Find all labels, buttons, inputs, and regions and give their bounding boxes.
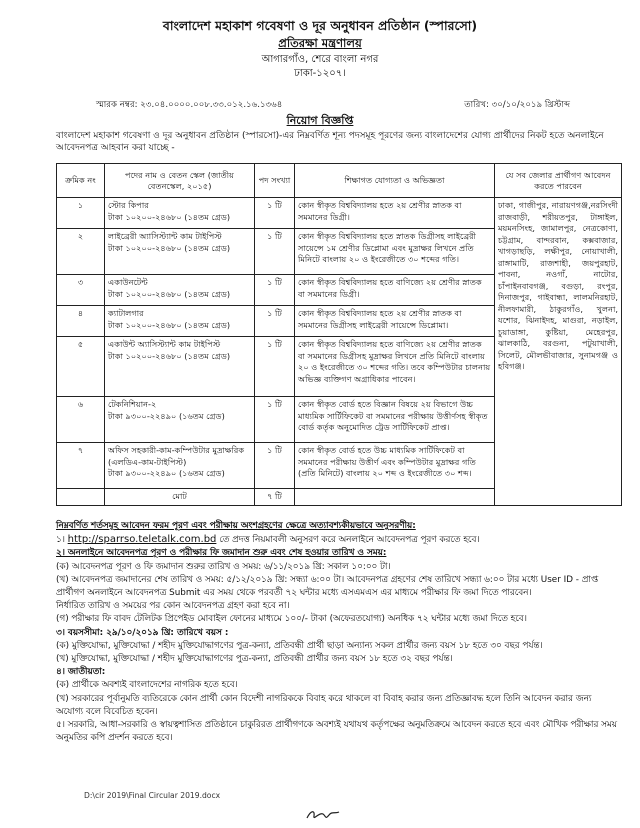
condition-2a: (ক) আবেদনপত্র পূরণ ও ফি জমাদান শুরুর তারিখ ও সময়: ৬/১১/২০১৯ খ্রি: সকাল ১০:০০ টা। — [56, 561, 391, 572]
row-qualification: কোন স্বীকৃত বোর্ড হতে বিজ্ঞান বিষয়ে ২য় বিভাগে উচ্চ মাধ্যমিক সার্টিফিকেট বা সমমানের পরীক্ষায় উত্তীর্ণসহ স্বীকৃত বোর্ড কর্তৃক অনুমোদিত ট্রেড সার্টিফিকেট প্রাপ্ত। — [295, 397, 495, 443]
row-count: ১ টি — [255, 229, 295, 275]
row-post — [105, 229, 255, 275]
memo-number: স্মারক নম্বর: ২৩.০৪.০০০০.০০৮.৩৩.০১২.১৬.১৩৬৪ — [96, 100, 283, 110]
org-name: বাংলাদেশ মহাকাশ গবেষণা ও দূর অনুধাবন প্রতিষ্ঠান (স্পারসো) — [162, 18, 478, 33]
condition-3-heading: ৩। বয়সসীমা: ২৯/১০/২০১৯ খ্রি: তারিখে বয়স : — [56, 627, 229, 638]
post-name: ক্যাটালগার — [108, 308, 144, 318]
row-serial: ৭ — [57, 443, 105, 489]
post-pay: টাকা ১০২০০-২৪৬৮০ (১৪তম গ্রেড) — [108, 211, 231, 222]
post-pay: টাকা ১০২০০-২৪৬৮০ (১৪তম গ্রেড) — [108, 319, 231, 330]
post-pay: টাকা ১০২০০-২৪৬৮০ (১৪তম গ্রেড) — [108, 288, 231, 299]
table-header-row — [57, 164, 622, 198]
post-name: টেকনিশিয়ান-২ — [108, 399, 157, 409]
row-post — [105, 275, 255, 306]
total-spacer — [57, 489, 105, 506]
post-pay: টাকা ৯৩০০-২২৪৯০ (১৬তম গ্রেড) — [108, 410, 225, 421]
header-qualification: শিক্ষাগত যোগ্যতা ও অভিজ্ঞতা — [295, 164, 495, 198]
post-name: লাইব্রেরী অ্যাসিস্ট্যান্ট কাম টাইপিস্ট — [108, 231, 222, 241]
row-count: ১ টি — [255, 306, 295, 337]
header-serial: ক্রমিক নং — [57, 164, 105, 198]
file-path-footer: D:\cir 2019\Final Circular 2019.docx — [84, 791, 221, 800]
header-districts: যে সব জেলার প্রার্থীগণ আবেদন করতে পারবেন — [495, 164, 622, 198]
row-post — [105, 443, 255, 489]
condition-1-text: তে প্রদত্ত নিয়মাবলী অনুসরণ করে অনলাইনে আবেদনপত্র পূরণ করতে হবে। — [219, 535, 480, 546]
condition-4b: (খ) সরকারের পূর্বানুমতি ব্যতিরেকে কোন প্রার্থী কোন বিদেশী নাগরিককে বিবাহ করে থাকলে বা বিবাহ করার জন্য প্রতিজ্ঞাবদ্ধ হলে তিনি আবেদন করার জন্য অযোগ্য বলে বিবেচিত হবেন। — [56, 693, 592, 717]
condition-2d: (গ) পরীক্ষার ফি বাবদ টেলিটক প্রিপেইড মোবাইল ফোনের মাধ্যমে ১০০/- টাকা (অফেরতযোগ্য) অনধিক ৭২ ঘন্টার মধ্যে জমা দিতে হবে। — [56, 614, 527, 625]
row-qualification: কোন স্বীকৃত বোর্ড হতে উচ্চ মাধ্যমিক সার্টিফিকেট বা সমমানের পরীক্ষায় উত্তীর্ণ এবং কম্পিউটার মুদ্রাক্ষর গতি (প্রতি মিনিটে) বাংলায় ২০ শব্দ ও ইংরেজীতে ৩০ শব্দ। — [295, 443, 495, 489]
condition-2c: নির্ধারিত তারিখ ও সময়ের পর কোন আবেদনপত্র গ্রহণ করা হবে না। — [56, 601, 290, 612]
notice-date: তারিখ: ৩০/১০/২০১৯ খ্রিস্টাব্দ — [464, 100, 570, 110]
total-label: মোট — [105, 489, 255, 506]
row-count: ১ টি — [255, 337, 295, 397]
row-count: ১ টি — [255, 443, 295, 489]
condition-1-number: ১। — [56, 535, 65, 546]
post-pay: টাকা ১০২০০-২৪৬৮০ (১৪তম গ্রেড) — [108, 242, 231, 253]
condition-2-heading: ২। অনলাইনে আবেদনপত্র পূরণ ও পরীক্ষার ফি জমাদান শুরু এবং শেষ হওয়ার তারিখ ও সময়: — [56, 548, 387, 559]
row-serial: ১ — [57, 198, 105, 229]
row-post — [105, 198, 255, 229]
ministry-name: প্রতিরক্ষা মন্ত্রণালয় — [278, 36, 362, 50]
row-qualification: কোন স্বীকৃত বিশ্ববিদ্যালয় হতে ২য় শ্রেণীর স্নাতক বা সমমানের ডিগ্রী। — [295, 198, 495, 229]
condition-4a: (ক) প্রার্থীকে অবশ্যই বাংলাদেশের নাগরিক হতে হবে। — [56, 680, 238, 691]
intro-paragraph: বাংলাদেশ মহাকাশ গবেষণা ও দূর অনুধাবন প্রতিষ্ঠান (স্পারসো)-এর নিম্নবর্ণিত শূন্য পদসমূহ পূরণের জন্য বাংলাদেশের যোগ্য প্রার্থীদের নিকট হতে অনলাইনে আবেদনপত্র আহবান করা যাচ্ছে - — [56, 131, 604, 153]
post-name: একাউনটেন্ট — [108, 277, 148, 287]
condition-4-heading: ৪। জাতীয়তা: — [56, 667, 106, 678]
post-pay: টাকা ১০২০০-২৪৬৮০ (১৪তম গ্রেড) — [108, 350, 231, 361]
total-empty — [295, 489, 495, 506]
eligible-districts: ঢাকা, গাজীপুর, নারায়ণগঞ্জ,নরসিংদী রাজবাড়ী, শরীয়তপুর, টাঙ্গাইল, ময়মনসিংহ, জামালপুর, নেত্রকোণা, চট্টগ্রাম, বান্দরবান, কক্সবাজার, খাগড়াছড়ি, লক্ষীপুর, নোয়াখালী, রাঙ্গামাটি, রাজশাহী, জয়পুরহাট, পাবনা, নওগাঁ, নাটোর, চাঁপাইনবাবগঞ্জ, বগুড়া, রংপুর, দিনাজপুর, গাইবান্ধা, লালমনিরহাট, নীলফামারী, ঠাকুরগাঁও, খুলনা, যশোর, ঝিনাইদহ, মাগুরা, নড়াইল, চুয়াডাঙ্গা, কুষ্টিয়া, মেহেরপুর, ঝালকাঠি, বরগুনা, পটুয়াখালী, সিলেট, মৌলভীবাজার, সুনামগঞ্জ ও হবিগঞ্জ। — [495, 198, 622, 506]
header-post: পদের নাম ও বেতন স্কেল (জাতীয় বেতনস্কেল, ২০১৫) — [105, 164, 255, 198]
post-pay: টাকা ৯৩০০-২২৪৯০ (১৬তম গ্রেড) — [108, 468, 225, 478]
application-url-link[interactable]: http://sparrso.teletalk.com.bd — [67, 534, 217, 546]
condition-3b: (খ) মুক্তিযোদ্ধা, মুক্তিযোদ্ধা / শহীদ মুক্তিযোদ্ধাগণের পুত্র-কন্যা, প্রতিবন্ধী প্রার্থীর জন্য বয়স ১৮ হতে ৩২ বছর পর্যন্ত। — [56, 654, 453, 665]
row-qualification: কোন স্বীকৃত বিশ্ববিদ্যালয় হতে বাণিজ্যে ২য় শ্রেণীর স্নাতক বা সমমানের ডিগ্রী। — [295, 275, 495, 306]
header-count: পদ সংখ্যা — [255, 164, 295, 198]
row-post — [105, 306, 255, 337]
row-serial: ২ — [57, 229, 105, 275]
address-line-2: ঢাকা-১২০৭। — [294, 68, 346, 79]
condition-3a: (ক) মুক্তিযোদ্ধা, মুক্তিযোদ্ধা / শহীদ মুক্তিযোদ্ধাগণের পুত্র-কন্যা, প্রতিবন্ধী প্রার্থী ছাড়া অন্যান্য সকল প্রার্থীর জন্য বয়স ১৮ হতে ৩০ বছর পর্যন্ত। — [56, 640, 543, 651]
post-name: একাউন্ট অ্যাসিস্ট্যান্ট কাম টাইপিস্ট — [108, 339, 221, 349]
row-post — [105, 397, 255, 443]
row-serial: ৪ — [57, 306, 105, 337]
row-serial: ৩ — [57, 275, 105, 306]
row-qualification: কোন স্বীকৃত বিশ্ববিদ্যালয় হতে ২য় শ্রেণীর স্নাতক বা সমমানের ডিগ্রীসহ লাইব্রেরী সায়েন্সে ডিপ্লোমা। — [295, 306, 495, 337]
total-value: ৭ টি — [255, 489, 295, 506]
post-name: স্টোর কিপার — [108, 200, 149, 210]
row-serial: ৬ — [57, 397, 105, 443]
posts-table — [56, 163, 622, 506]
row-count: ১ টি — [255, 198, 295, 229]
condition-2b: (খ) আবেদনপত্র জমাদানের শেষ তারিখ ও সময়: ৫/১২/২০১৯ খ্রি: সন্ধ্যা ৬:০০ টা। আবেদনপত্র গ্রহণের শেষ তারিখে সন্ধ্যা ৬:০০ টার মধ্যে User ID - প্রাপ্ত প্রার্থীগণ অনলাইনে আবেদনপত্র Submit এর সময় থেকে পরবর্তী ৭২ ঘন্টার মধ্যে এসএমএস এর মাধ্যমে পরীক্ষার ফি জমা দিতে পারবেন। — [56, 574, 599, 599]
row-count: ১ টি — [255, 397, 295, 443]
conditions-section — [56, 520, 621, 745]
row-post — [105, 337, 255, 397]
table-row — [57, 198, 622, 229]
condition-5: ৫। সরকারি, আধা-সরকারি ও স্বায়ত্বশাসিত প্রতিষ্ঠানে চাকুরিরত প্রার্থীগণকে অবশ্যই যথাযথ কর্তৃপক্ষের অনুমতিক্রমে আবেদন করতে হবে এবং মৌখিক পরীক্ষার সময় অনুমতির কপি প্রদর্শন করতে হবে। — [56, 720, 617, 744]
notice-title: নিয়োগ বিজ্ঞপ্তি — [286, 114, 354, 127]
row-count: ১ টি — [255, 275, 295, 306]
conditions-heading: নিম্নবর্ণিত শর্তসমূহ আবেদন ফরম পূরণ এবং পরীক্ষায় অংশগ্রহণের ক্ষেত্রে অত্যাবশ্যকীয়ভাবে অনুসরণীয়: — [56, 521, 416, 531]
signature-mark — [305, 806, 341, 824]
condition-1 — [56, 533, 621, 547]
row-qualification: কোন স্বীকৃত বিশ্ববিদ্যালয় হতে স্নাতক ডিগ্রীসহ লাইব্রেরী সায়েন্সে ১ম শ্রেণীর ডিপ্লোমা এবং মুদ্রাক্ষর লিখনে প্রতি মিনিটে বাংলায় ২০ ও ইংরেজীতে ৩০ শব্দের গতি। — [295, 229, 495, 275]
row-qualification: কোন স্বীকৃত বিশ্ববিদ্যালয় হতে বাণিজ্যে ২য় শ্রেণীর স্নাতক বা সমমানের ডিগ্রীসহ মুদ্রাক্ষর লিখনে প্রতি মিনিটে বাংলায় ২০ ও ইংরেজীতে ৩০ শব্দের গতি। তবে কম্পিউটার চালনায় অভিজ্ঞ ব্যক্তিগণ অগ্রাধিকার পাবেন। — [295, 337, 495, 397]
post-name: অফিস সহকারী-কাম-কম্পিউটার মুদ্রাক্ষরিক (এলডিএ-কাম-টাইপিস্ট) — [108, 445, 245, 467]
row-serial: ৫ — [57, 337, 105, 397]
address-line-1: আগারগাঁও, শেরে বাংলা নগর — [261, 54, 379, 65]
